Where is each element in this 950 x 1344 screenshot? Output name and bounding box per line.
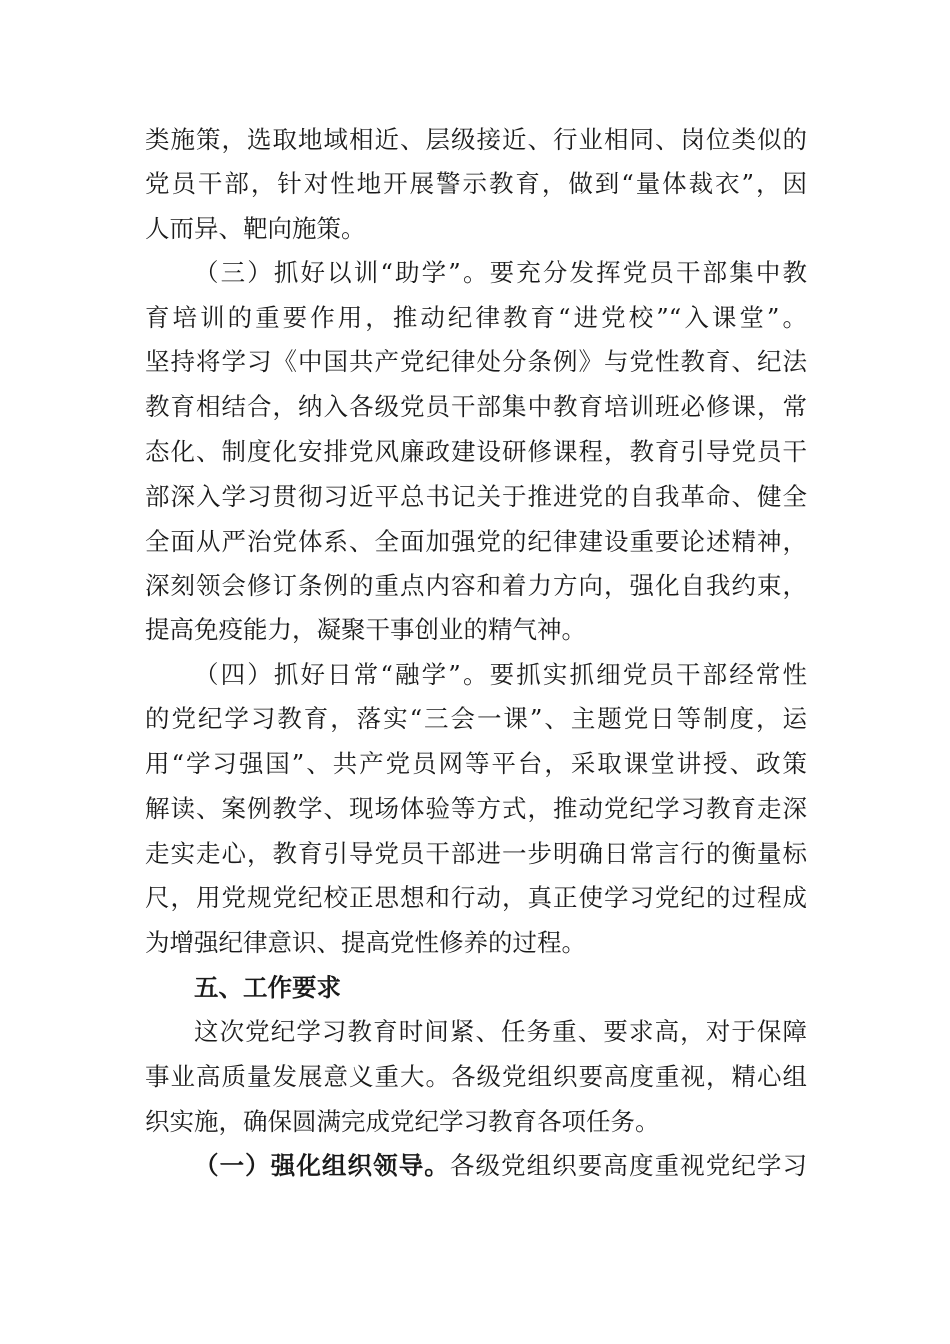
paragraph-line: 尺，用党规党纪校正思想和行动，真正使学习党纪的过程成 xyxy=(145,883,807,912)
paragraph-line: 走实走心，教育引导党员干部进一步明确日常言行的衡量标 xyxy=(145,839,807,868)
paragraph-line: 类施策，选取地域相近、层级接近、行业相同、岗位类似的 xyxy=(145,125,807,154)
section-heading: 五、工作要求 xyxy=(194,973,341,1002)
paragraph-line: 人而异、靶向施策。 xyxy=(145,214,366,243)
paragraph-line: 全面从严治党体系、全面加强党的纪律建设重要论述精神， xyxy=(145,527,807,556)
paragraph-line: 党员干部，针对性地开展警示教育，做到“量体裁衣”，因 xyxy=(145,169,807,198)
paragraph-line: 坚持将学习《中国共产党纪律处分条例》与党性教育、纪法 xyxy=(145,347,807,376)
paragraph-line: 教育相结合，纳入各级党员干部集中教育培训班必修课，常 xyxy=(145,392,807,421)
paragraph-line: 为增强纪律意识、提高党性修养的过程。 xyxy=(145,928,586,957)
paragraph-line xyxy=(194,1144,807,1188)
subsection-text: 各级党组织要高度重视党纪学习 xyxy=(449,1151,808,1180)
paragraph-line: 用“学习强国”、共产党员网等平台，采取课堂讲授、政策 xyxy=(145,749,807,778)
paragraph-line: 的党纪学习教育，落实“三会一课”、主题党日等制度，运 xyxy=(145,704,807,733)
paragraph-line: 育培训的重要作用，推动纪律教育“进党校”“入课堂”。 xyxy=(145,303,807,332)
paragraph-line: 事业高质量发展意义重大。各级党组织要高度重视，精心组 xyxy=(145,1062,807,1091)
paragraph-line: 织实施，确保圆满完成党纪学习教育各项任务。 xyxy=(145,1107,660,1136)
paragraph-line: 解读、案例教学、现场体验等方式，推动党纪学习教育走深 xyxy=(145,794,807,823)
paragraph-line: （四）抓好日常“融学”。要抓实抓细党员干部经常性 xyxy=(194,660,807,689)
paragraph-line: 这次党纪学习教育时间紧、任务重、要求高，对于保障 xyxy=(194,1017,807,1046)
paragraph-line: 深刻领会修订条例的重点内容和着力方向，强化自我约束， xyxy=(145,571,807,600)
paragraph-line: （三）抓好以训“助学”。要充分发挥党员干部集中教 xyxy=(194,258,807,287)
subsection-lead: （一）强化组织领导。 xyxy=(194,1151,450,1180)
paragraph-line: 态化、制度化安排党风廉政建设研修课程，教育引导党员干 xyxy=(145,437,807,466)
paragraph-line: 部深入学习贯彻习近平总书记关于推进党的自我革命、健全 xyxy=(145,482,807,511)
paragraph-line: 提高免疫能力，凝聚干事创业的精气神。 xyxy=(145,615,586,644)
